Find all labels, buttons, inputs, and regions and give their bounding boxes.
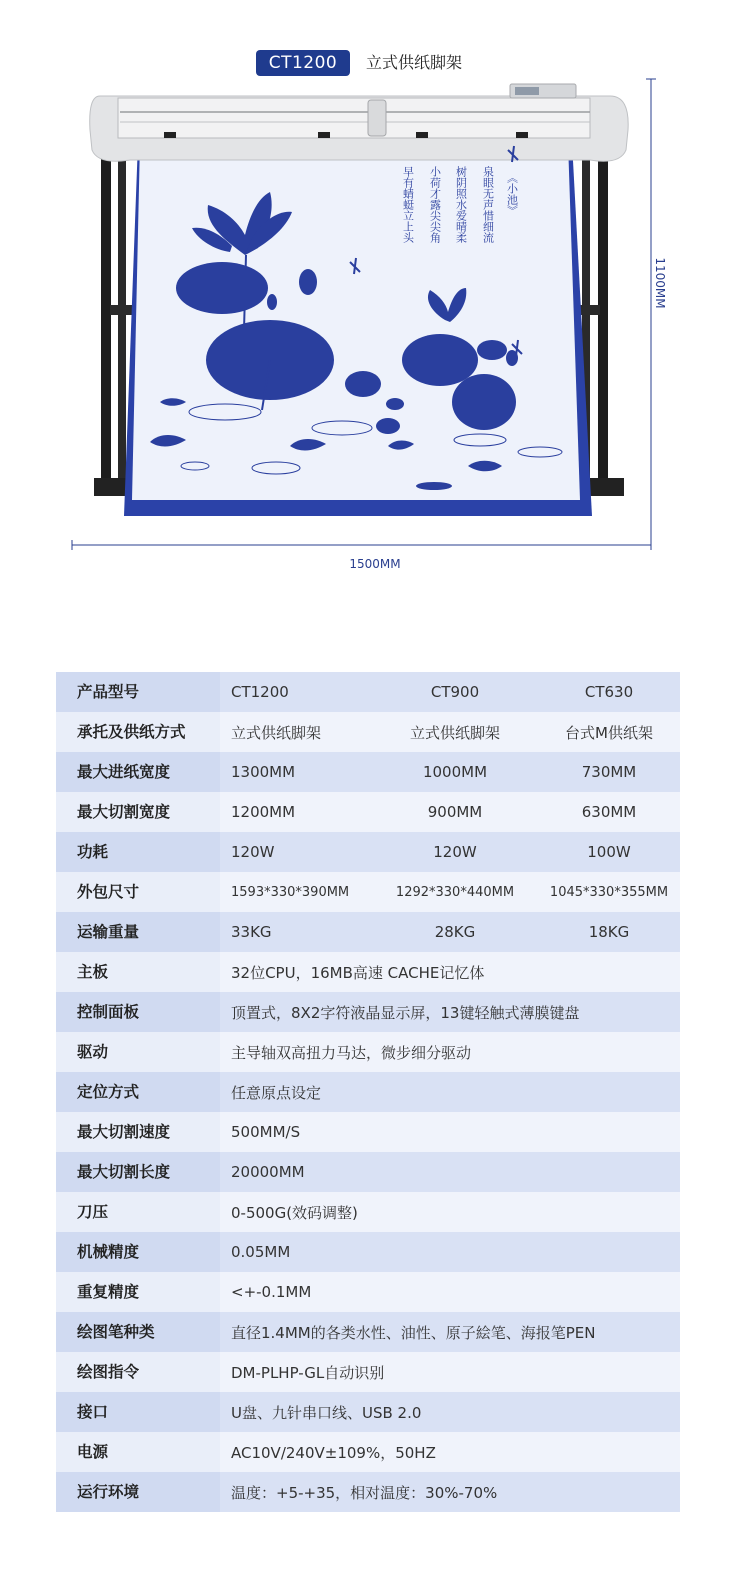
spec-row [56, 1432, 680, 1472]
spec-cell: 33KG [231, 923, 272, 941]
spec-label: 绘图笔种类 [56, 1312, 220, 1352]
spec-row [56, 1312, 680, 1352]
spec-label: 最大切割速度 [56, 1112, 220, 1152]
cutting-carriage [368, 100, 386, 136]
spec-value: 主导轴双高扭力马达，微步细分驱动 [231, 1043, 472, 1062]
spec-values [220, 1392, 680, 1432]
spec-values [220, 1232, 680, 1272]
spec-row [56, 1032, 680, 1072]
spec-value: DM-PLHP-GL自动识别 [231, 1363, 385, 1382]
spec-cell: 台式M供纸架 [565, 723, 653, 742]
spec-label: 承托及供纸方式 [56, 712, 220, 752]
spec-value: 任意原点设定 [231, 1083, 322, 1102]
right-foot [588, 478, 624, 496]
pinch-roller [416, 132, 428, 138]
spec-values [220, 952, 680, 992]
spec-label: 最大切割宽度 [56, 792, 220, 832]
spec-values [220, 1472, 680, 1512]
cutting-plotter-illustration [0, 0, 750, 620]
spec-values [220, 1032, 680, 1072]
pinch-roller [516, 132, 528, 138]
height-dimension-label: 1100MM [653, 257, 667, 309]
spec-value: 0.05MM [231, 1243, 291, 1261]
spec-values [220, 672, 680, 712]
spec-values [220, 1312, 680, 1352]
spec-cell: 1300MM [231, 763, 296, 781]
spec-cell: 1292*330*440MM [395, 884, 515, 900]
spec-values [220, 832, 680, 872]
spec-label: 机械精度 [56, 1232, 220, 1272]
spec-label: 运输重量 [56, 912, 220, 952]
spec-values [220, 752, 680, 792]
spec-row [56, 792, 680, 832]
spec-cell: 立式供纸脚架 [409, 723, 500, 742]
spec-row [56, 1472, 680, 1512]
spec-cell: 730MM [581, 763, 637, 781]
spec-value: 20000MM [231, 1163, 305, 1181]
spec-cell: 立式供纸脚架 [231, 723, 322, 742]
spec-row [56, 1392, 680, 1432]
left-foot [94, 478, 130, 496]
spec-row [56, 872, 680, 912]
poem-line: 《小池》 [505, 172, 519, 216]
spec-value: 0-500G(效码调整) [231, 1203, 358, 1222]
spec-cell: 120W [231, 843, 275, 861]
spec-cell: 1593*330*390MM [231, 884, 350, 900]
poem-line: 树阴照水爱晴柔 [454, 166, 468, 243]
spec-label: 产品型号 [56, 672, 220, 712]
spec-row [56, 952, 680, 992]
spec-row [56, 832, 680, 872]
spec-cell: 18KG [588, 923, 630, 941]
spec-values [220, 1192, 680, 1232]
spec-value: <+-0.1MM [231, 1283, 312, 1301]
spec-values [220, 712, 680, 752]
spec-cell: 1045*330*355MM [549, 884, 669, 900]
spec-row [56, 1272, 680, 1312]
spec-label: 刀压 [56, 1192, 220, 1232]
spec-label: 电源 [56, 1432, 220, 1472]
spec-value: 直径1.4MM的各类水性、油性、原子絵笔、海报笔PEN [231, 1323, 596, 1342]
spec-values [220, 1072, 680, 1112]
spec-row [56, 1072, 680, 1112]
pinch-roller [318, 132, 330, 138]
spec-label: 功耗 [56, 832, 220, 872]
model-caption: 立式供纸脚架 [366, 53, 463, 72]
spec-cell: 100W [587, 843, 631, 861]
spec-label: 接口 [56, 1392, 220, 1432]
spec-value: 顶置式，8X2字符液晶显示屏，13键轻触式薄膜键盘 [231, 1003, 580, 1022]
spec-row [56, 1152, 680, 1192]
spec-cell: CT630 [584, 683, 634, 701]
spec-label: 最大进纸宽度 [56, 752, 220, 792]
left-leg-inner [118, 150, 126, 490]
spec-label: 外包尺寸 [56, 872, 220, 912]
poem-line: 早有蜻蜓立上头 [401, 166, 415, 243]
spec-row [56, 1232, 680, 1272]
spec-values [220, 1152, 680, 1192]
spec-row [56, 712, 680, 752]
spec-label: 重复精度 [56, 1272, 220, 1312]
spec-cell: 120W [433, 843, 477, 861]
poem-line: 小荷才露尖尖角 [428, 166, 442, 243]
spec-cell: 630MM [581, 803, 637, 821]
spec-values [220, 992, 680, 1032]
spec-label: 最大切割长度 [56, 1152, 220, 1192]
spec-label: 运行环境 [56, 1472, 220, 1512]
spec-values [220, 912, 680, 952]
spec-values [220, 872, 680, 912]
spec-cell: 1200MM [231, 803, 296, 821]
spec-value: U盘、九针串口线、USB 2.0 [231, 1403, 422, 1422]
spec-row [56, 752, 680, 792]
spec-value: 温度：+5-+35，相对温度：30%-70% [231, 1483, 498, 1502]
pinch-roller [164, 132, 176, 138]
spec-row [56, 1112, 680, 1152]
spec-cell: 900MM [427, 803, 483, 821]
spec-values [220, 1272, 680, 1312]
width-dimension-label: 1500MM [349, 557, 401, 571]
spec-values [220, 1352, 680, 1392]
spec-label: 绘图指令 [56, 1352, 220, 1392]
spec-value: 500MM/S [231, 1123, 301, 1141]
spec-row [56, 672, 680, 712]
spec-label: 定位方式 [56, 1072, 220, 1112]
spec-label: 控制面板 [56, 992, 220, 1032]
spec-values [220, 1432, 680, 1472]
spec-values [220, 1112, 680, 1152]
spec-row [56, 912, 680, 952]
left-leg [101, 150, 111, 480]
spec-cell: 28KG [434, 923, 476, 941]
poem-line: 泉眼无声惜细流 [481, 166, 495, 243]
spec-values [220, 792, 680, 832]
spec-label: 主板 [56, 952, 220, 992]
spec-cell: CT1200 [231, 683, 289, 701]
spec-value: 32位CPU，16MB高速 CACHE记忆体 [231, 963, 485, 982]
spec-row [56, 1192, 680, 1232]
model-badge: CT1200 [256, 50, 350, 76]
spec-value: AC10V/240V±109%，50HZ [231, 1443, 436, 1462]
spec-cell: CT900 [430, 683, 480, 701]
spec-row [56, 992, 680, 1032]
spec-label: 驱动 [56, 1032, 220, 1072]
spec-row [56, 1352, 680, 1392]
spec-table [56, 672, 680, 1512]
spec-cell: 1000MM [422, 763, 488, 781]
